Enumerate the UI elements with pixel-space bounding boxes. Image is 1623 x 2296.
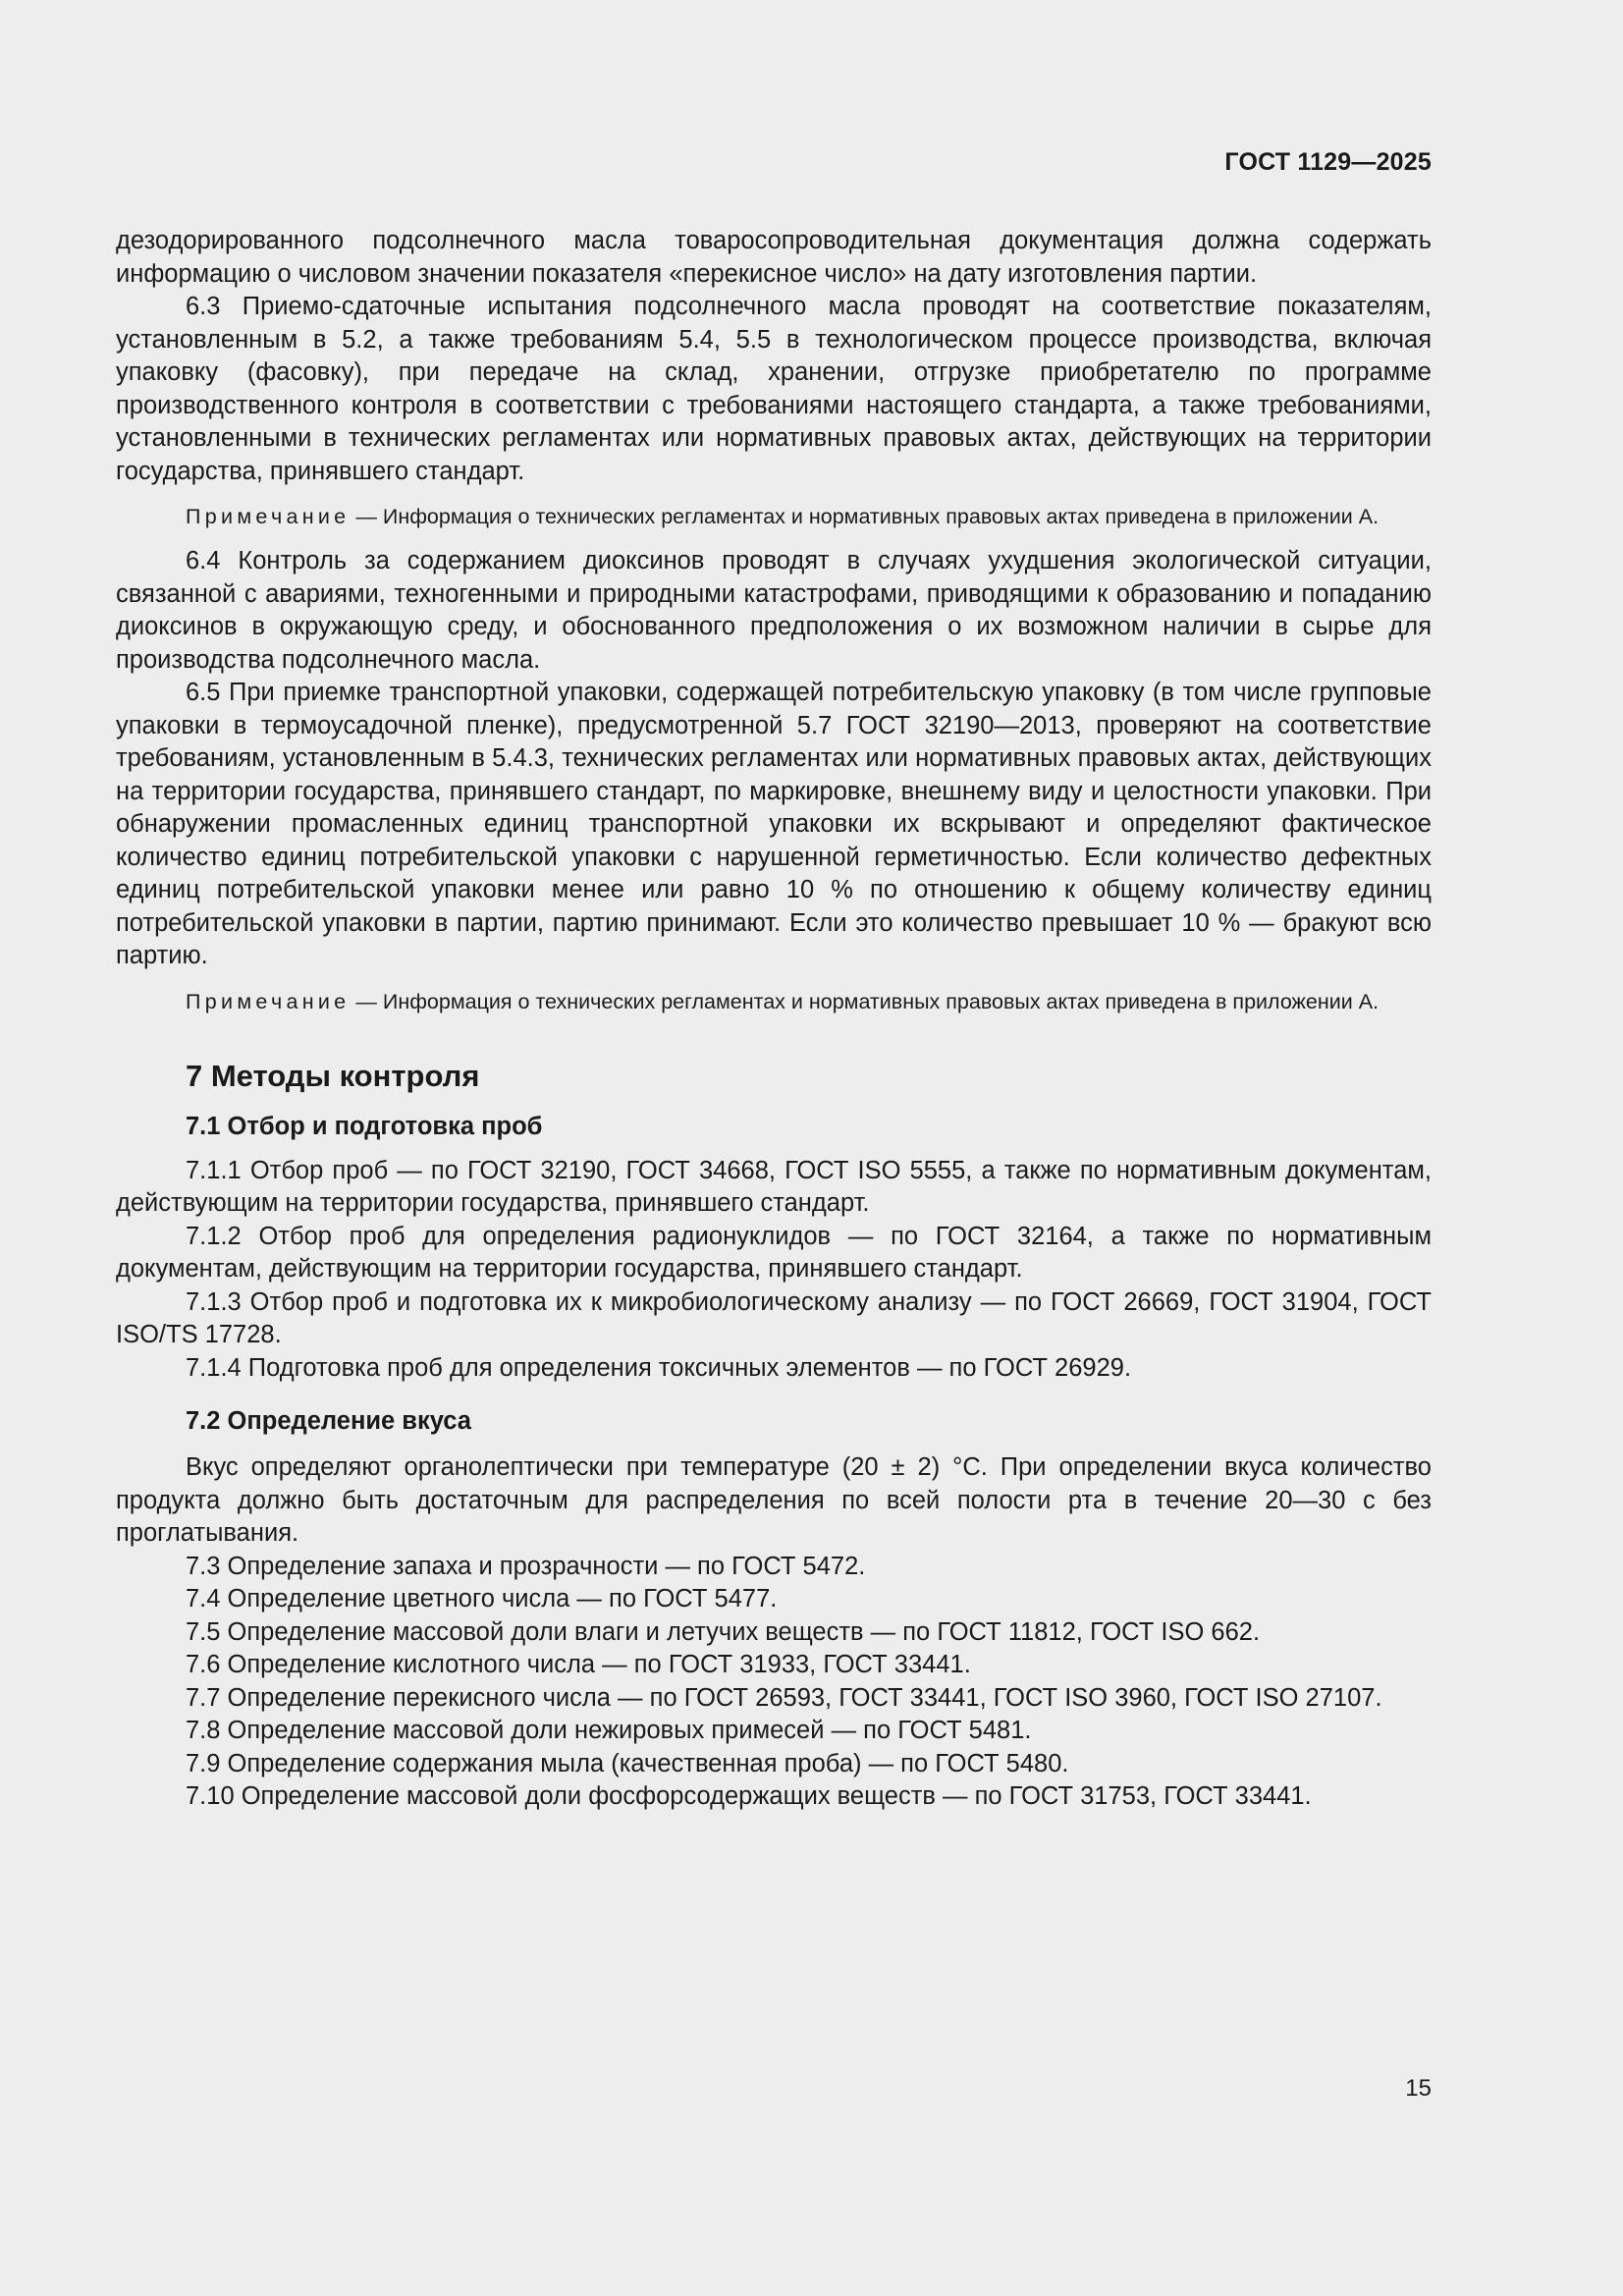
note-2 [116,988,1432,1015]
paragraph-6-3: 6.3 Приемо-сдаточные испытания подсолнечного масла проводят на соответствие показателям, установленным в 5.2, а также требованиям 5.4, 5.5 в технологическом процессе производства, включая упаковку (фасовку), при передаче на склад, хранении, отгрузке приобретателю по программе производственного контроля в соответствии с требованиями настоящего стандарта, а также требованиями, установленными в технических регламентах или нормативных правовых актах, действующих на территории государства, принявшего стандарт. [116,293,1432,485]
note-2-label: Примечание [186,989,351,1013]
subsection-7-1-title: 7.1 Отбор и подготовка проб [186,1112,543,1140]
note-1-text: — Информация о технических регламентах и нормативных правовых актах приведена в приложении А. [350,505,1380,528]
item-7-4: 7.4 Определение цветного числа — по ГОСТ 5477. [186,1585,778,1613]
item-7-7: 7.7 Определение перекисного числа — по ГОСТ 26593, ГОСТ 33441, ГОСТ ISO 3960, ГОСТ ISO 27107. [186,1683,1382,1712]
paragraph-6-5: 6.5 При приемке транспортной упаковки, содержащей потребительскую упаковку (в том числе групповые упаковки в термоусадочной пленке), предусмотренной 5.7 ГОСТ 32190—2013, проверяют на соответствие требованиям, установленным в 5.4.3, технических регламентах или нормативных правовых актах, действующих на территории государства, принявшего стандарт, по маркировке, внешнему виду и целостности упаковки. При обнаружении промасленных единиц транспортной упаковки их вскрывают и определяют фактическое количество единиц потребительской упаковки с нарушенной герметичностью. Если количество дефектных единиц потребительской упаковки менее или равно 10 % по отношению к общему количеству единиц потребительской упаковки в партии, партию принимают. Если это количество превышает 10 % — бракуют всю партию. [116,679,1432,969]
section-7-title: 7 Методы контроля [186,1058,480,1093]
document-body [116,225,1432,1814]
note-2-text: — Информация о технических регламентах и нормативных правовых актах приведена в приложении А. [350,989,1380,1013]
paragraph-continuation: дезодорированного подсолнечного масла товаросопроводительная документация должна содержать информацию о числовом значении показателя «перекисное число» на дату изготовления партии. [116,227,1432,288]
item-7-6: 7.6 Определение кислотного числа — по ГОСТ 31933, ГОСТ 33441. [186,1651,971,1678]
paragraph-7-2: Вкус определяют органолептически при температуре (20 ± 2) °С. При определении вкуса количество продукта должно быть достаточным для распределения по всей полости рта в течение 20—30 с без проглатывания. [116,1453,1432,1547]
subsection-7-2-title: 7.2 Определение вкуса [186,1407,471,1435]
item-7-9: 7.9 Определение содержания мыла (качественная проба) — по ГОСТ 5480. [186,1749,1069,1777]
paragraph-7-1-4: 7.1.4 Подготовка проб для определения токсичных элементов — по ГОСТ 26929. [186,1353,1132,1382]
document-page [116,0,1432,2296]
item-7-8: 7.8 Определение массовой доли нежировых примесей — по ГОСТ 5481. [186,1717,1032,1744]
note-1-label: Примечание [186,505,351,528]
page-number: 15 [1405,2075,1432,2102]
item-7-3: 7.3 Определение запаха и прозрачности — по ГОСТ 5472. [186,1552,866,1580]
paragraph-7-1-2: 7.1.2 Отбор проб для определения радионуклидов — по ГОСТ 32164, а также по нормативным документам, действующим на территории государства, принявшего стандарт. [116,1222,1432,1283]
item-7-10: 7.10 Определение массовой доли фосфорсодержащих веществ — по ГОСТ 31753, ГОСТ 33441. [186,1782,1312,1810]
note-1 [116,503,1432,530]
item-7-5: 7.5 Определение массовой доли влаги и летучих веществ — по ГОСТ 11812, ГОСТ ISO 662. [186,1617,1261,1646]
paragraph-7-1-1: 7.1.1 Отбор проб — по ГОСТ 32190, ГОСТ 34668, ГОСТ ISO 5555, а также по нормативным документам, действующим на территории государства, принявшего стандарт. [116,1156,1432,1217]
document-code: ГОСТ 1129—2025 [1224,148,1432,176]
paragraph-7-1-3: 7.1.3 Отбор проб и подготовка их к микробиологическому анализу — по ГОСТ 26669, ГОСТ 31904, ГОСТ ISO/TS 17728. [116,1287,1432,1348]
paragraph-6-4: 6.4 Контроль за содержанием диоксинов проводят в случаях ухудшения экологической ситуации, связанной с авариями, техногенными и природными катастрофами, приводящими к образованию и попаданию диоксинов в окружающую среду, и обоснованного предположения о их возможном наличии в сырье для производства подсолнечного масла. [116,547,1432,674]
